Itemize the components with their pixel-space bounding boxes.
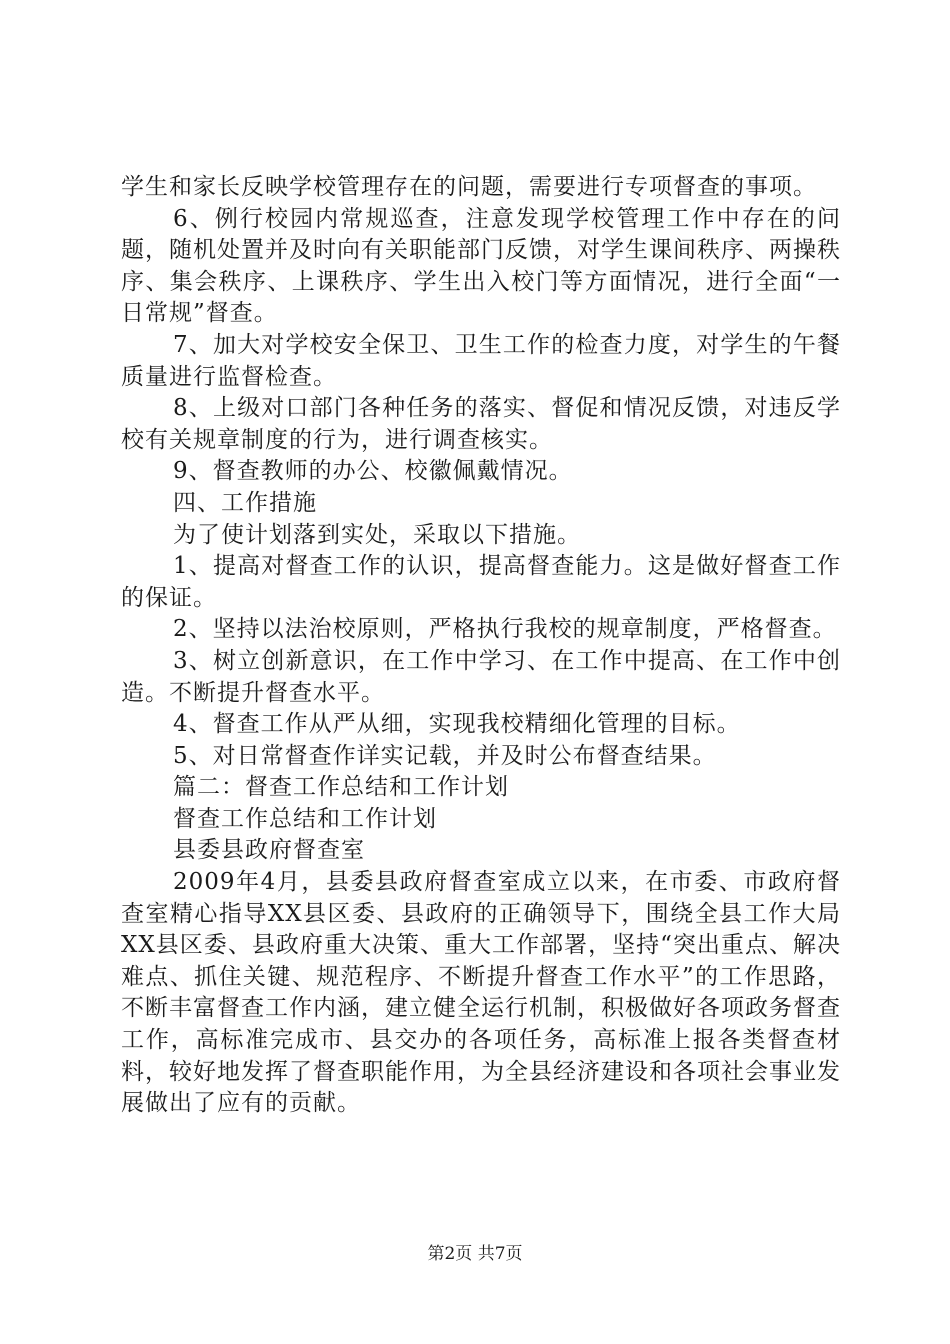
paragraph: 7、加大对学校安全保卫、卫生工作的检查力度，对学生的午餐质量进行监督检查。 [121,331,841,390]
paragraph: 4、督查工作从严从细，实现我校精细化管理的目标。 [173,711,741,738]
paragraph: 3、树立创新意识，在工作中学习、在工作中提高、在工作中创造。不断提升督查水平。 [121,647,841,706]
paragraph: 学生和家长反映学校管理存在的问题，需要进行专项督查的事项。 [121,174,817,200]
paragraph: 8、上级对口部门各种任务的落实、督促和情况反馈，对违反学校有关规章制度的行为，进行调查核实。 [121,395,841,453]
paragraph: 为了使计划落到实处，采取以下措施。 [173,521,581,548]
document-body [121,172,841,1120]
page-number-footer: 第2页 共7页 [427,1244,523,1264]
paragraph: 2、坚持以法治校原则，严格执行我校的规章制度，严格督查。 [173,616,837,643]
section-heading: 四、工作措施 [173,489,317,516]
paragraph: 9、督查教师的办公、校徽佩戴情况。 [173,458,573,485]
article-author: 县委县政府督查室 [173,837,365,864]
paragraph: 2009年4月，县委县政府督查室成立以来，在市委、市政府督查室精心指导XX县区委、县政府的正确领导下，围绕全县工作大局XX县区委、县政府重大决策、重大工作部署，坚持“突出重点、解决难点、抓住关键、规范程序、不断提升督查工作水平”的工作思路，不断丰富督查工作内涵，建立健全运行机制，积极做好各项政务督查工作，高标准完成市、县交办的各项任务，高标准上报各类督查材料，较好地发挥了督查职能作用，为全县经济建设和各项社会事业发展做出了应有的贡献。 [121,869,841,1117]
paragraph: 1、提高对督查工作的认识，提高督查能力。这是做好督查工作的保证。 [121,553,841,611]
article-heading: 篇二：督查工作总结和工作计划 [173,774,509,801]
article-title: 督查工作总结和工作计划 [173,805,437,832]
paragraph: 5、对日常督查作详实记载，并及时公布督查结果。 [173,742,717,769]
paragraph: 6、例行校园内常规巡查，注意发现学校管理工作中存在的问题，随机处置并及时向有关职能部门反馈，对学生课间秩序、两操秩序、集会秩序、上课秩序、学生出入校门等方面情况，进行全面“一日常规”督查。 [121,205,841,327]
